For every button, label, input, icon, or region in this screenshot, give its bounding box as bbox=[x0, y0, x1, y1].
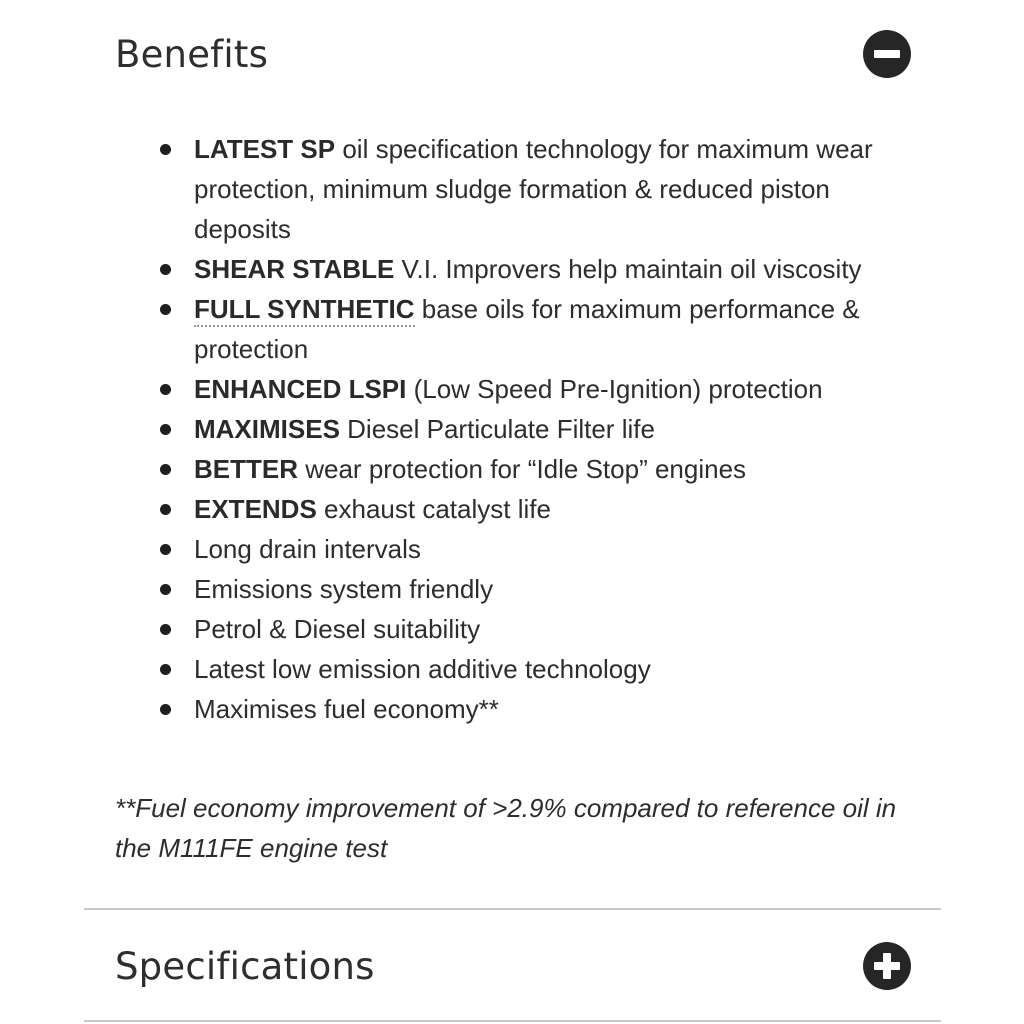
benefit-text: oil specification technology for maximum wear protection, minimum sludge formation & reduced piston deposits bbox=[194, 134, 873, 244]
benefit-text: Petrol & Diesel suitability bbox=[194, 614, 481, 644]
bullet-icon bbox=[160, 624, 171, 635]
benefit-text: base oils for maximum performance & protection bbox=[194, 294, 860, 364]
bullet-icon bbox=[160, 544, 171, 555]
specifications-title: Specifications bbox=[115, 944, 375, 988]
benefit-text: Emissions system friendly bbox=[194, 574, 494, 604]
plus-circle-icon[interactable] bbox=[862, 941, 912, 991]
benefit-lead: MAXIMISES bbox=[194, 414, 340, 444]
section-divider bbox=[84, 908, 941, 910]
benefit-text: V.I. Improvers help maintain oil viscosity bbox=[401, 254, 862, 284]
list-item bbox=[194, 409, 904, 449]
benefit-text: Latest low emission additive technology bbox=[194, 654, 651, 684]
bullet-icon bbox=[160, 144, 171, 155]
bullet-icon bbox=[160, 304, 171, 315]
list-item bbox=[194, 449, 904, 489]
benefit-lead: BETTER bbox=[194, 454, 298, 484]
bullet-icon bbox=[160, 584, 171, 595]
benefit-text: Long drain intervals bbox=[194, 534, 421, 564]
benefit-text: Diesel Particulate Filter life bbox=[347, 414, 655, 444]
bullet-icon bbox=[160, 464, 171, 475]
benefit-text: (Low Speed Pre-Ignition) protection bbox=[413, 374, 823, 404]
list-item bbox=[194, 569, 904, 609]
section-divider bbox=[84, 1020, 941, 1022]
list-item bbox=[194, 489, 904, 529]
benefit-text: exhaust catalyst life bbox=[324, 494, 551, 524]
bullet-icon bbox=[160, 424, 171, 435]
list-item bbox=[194, 369, 904, 409]
specifications-accordion-header[interactable] bbox=[115, 940, 912, 992]
fuel-economy-footnote: **Fuel economy improvement of >2.9% compared to reference oil in the M111FE engine test bbox=[115, 793, 897, 863]
bullet-icon bbox=[160, 704, 171, 715]
benefit-lead[interactable]: FULL SYNTHETIC bbox=[194, 294, 415, 327]
benefit-lead: ENHANCED LSPI bbox=[194, 374, 407, 404]
list-item bbox=[194, 529, 904, 569]
bullet-icon bbox=[160, 264, 171, 275]
bullet-icon bbox=[160, 504, 171, 515]
benefit-lead: EXTENDS bbox=[194, 494, 317, 524]
list-item bbox=[194, 649, 904, 689]
benefit-text: Maximises fuel economy** bbox=[194, 694, 499, 724]
benefits-accordion-header[interactable] bbox=[115, 28, 912, 80]
bullet-icon bbox=[160, 664, 171, 675]
benefit-lead: LATEST SP bbox=[194, 134, 336, 164]
list-item bbox=[194, 129, 904, 249]
bullet-icon bbox=[160, 384, 171, 395]
list-item bbox=[194, 289, 904, 369]
benefit-text: wear protection for “Idle Stop” engines bbox=[305, 454, 747, 484]
benefits-title: Benefits bbox=[115, 32, 269, 76]
benefit-lead: SHEAR STABLE bbox=[194, 254, 395, 284]
minus-circle-icon[interactable] bbox=[862, 29, 912, 79]
list-item bbox=[194, 609, 904, 649]
list-item bbox=[194, 689, 904, 729]
benefits-list bbox=[194, 129, 904, 729]
list-item bbox=[194, 249, 904, 289]
